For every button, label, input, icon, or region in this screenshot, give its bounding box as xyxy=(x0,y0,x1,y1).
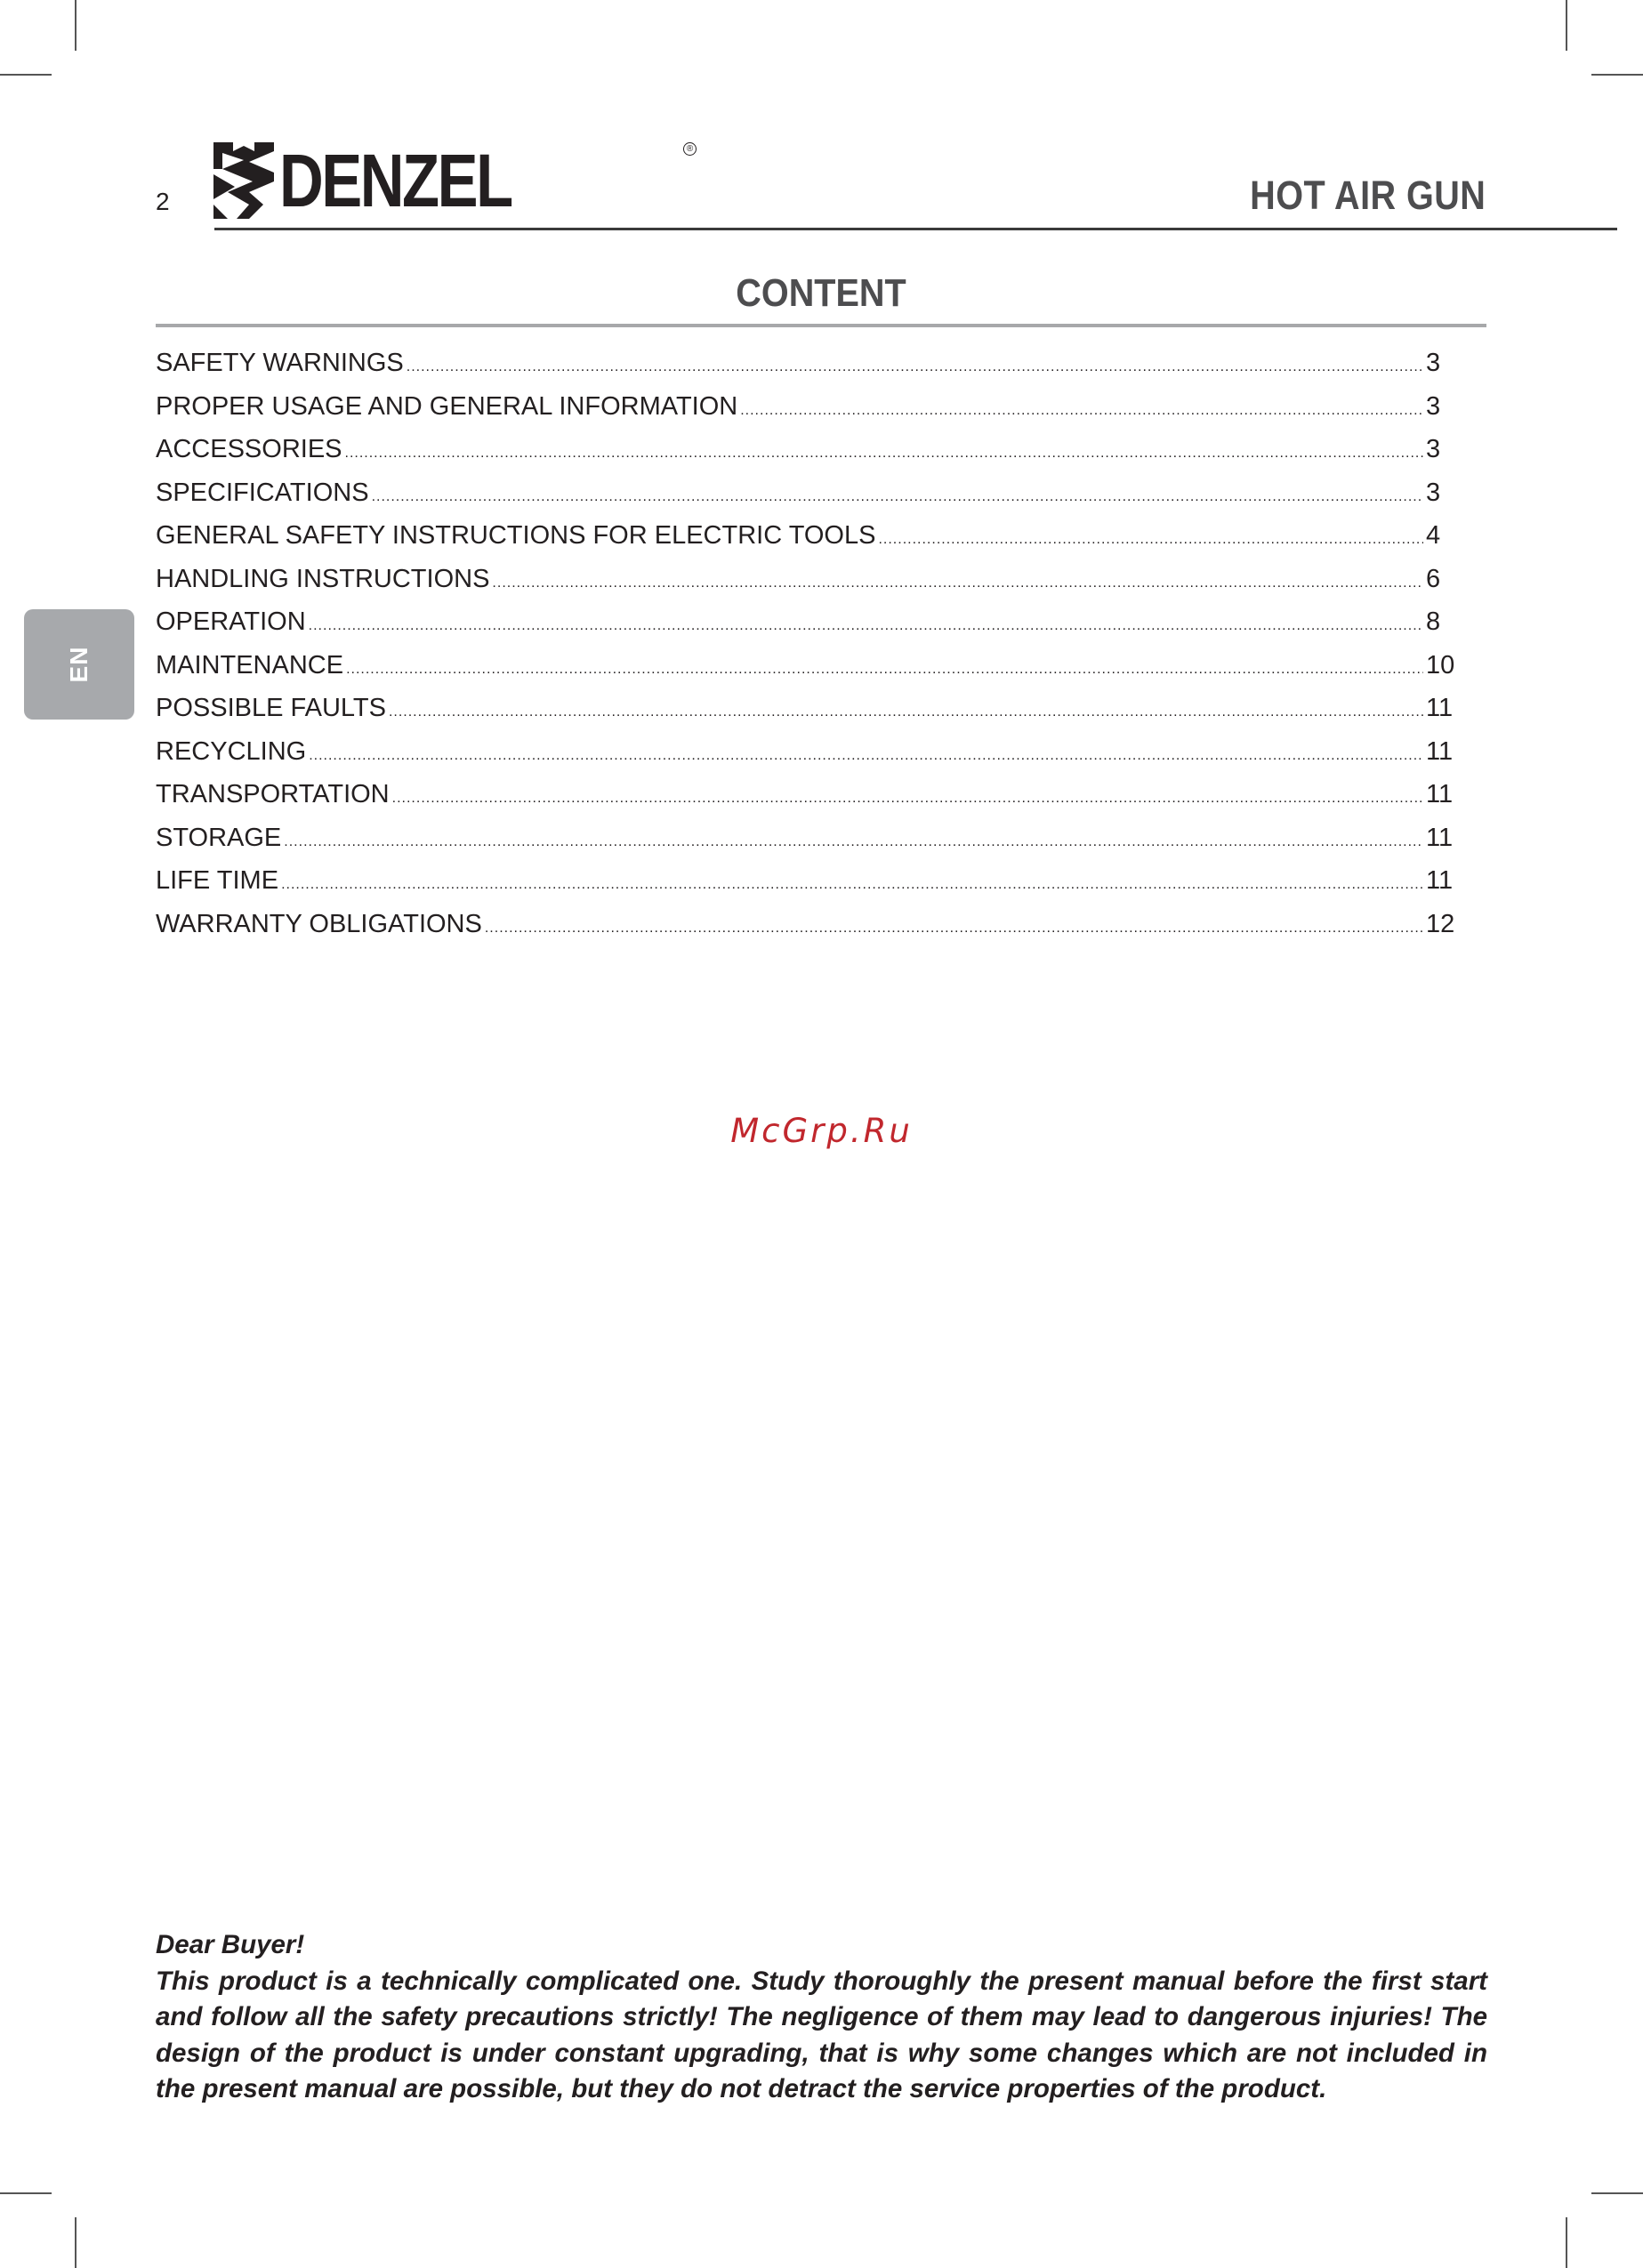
toc-item-page: 4 xyxy=(1426,521,1441,550)
heading-divider xyxy=(156,324,1486,327)
toc-item-label: LIFE TIME xyxy=(156,866,279,895)
toc-leader-dots xyxy=(389,691,1423,734)
toc-item-label: SPECIFICATIONS xyxy=(156,478,369,507)
crop-mark xyxy=(0,74,52,76)
crop-mark xyxy=(75,0,77,51)
toc-item-page: 11 xyxy=(1426,736,1454,766)
crop-mark xyxy=(1591,74,1643,76)
toc-item-label: ACCESSORIES xyxy=(156,435,342,463)
crop-mark xyxy=(1566,0,1567,51)
toc-item-label: TRANSPORTATION xyxy=(156,780,390,808)
toc-item[interactable] xyxy=(156,428,1456,471)
toc-item[interactable] xyxy=(156,644,1456,688)
brand-name: DENZEL xyxy=(279,139,511,222)
toc-item-label: PROPER USAGE AND GENERAL INFORMATION xyxy=(156,391,738,421)
toc-leader-dots xyxy=(407,346,1423,389)
toc-leader-dots xyxy=(878,519,1423,561)
toc-leader-dots xyxy=(309,605,1423,647)
toc-item-label: RECYCLING xyxy=(156,736,307,766)
content-heading: CONTENT xyxy=(736,271,906,315)
header-divider xyxy=(214,228,1617,230)
toc-item[interactable] xyxy=(156,687,1456,730)
toc-item-label: WARRANTY OBLIGATIONS xyxy=(156,909,482,938)
page-number: 2 xyxy=(156,188,170,215)
toc-item[interactable] xyxy=(156,558,1456,601)
language-tab[interactable] xyxy=(24,609,134,720)
toc-item-page: 11 xyxy=(1426,866,1454,895)
brand-logo xyxy=(213,139,694,222)
registered-mark: ® xyxy=(683,142,697,156)
buyer-note-greeting: Dear Buyer! xyxy=(156,1930,305,1959)
toc-leader-dots xyxy=(284,821,1423,864)
toc-item[interactable] xyxy=(156,903,1456,946)
toc-item-label: MAINTENANCE xyxy=(156,650,344,680)
crop-mark xyxy=(1591,2192,1643,2194)
language-tab-label: EN xyxy=(65,646,93,683)
toc-leader-dots xyxy=(346,648,1423,691)
toc-item[interactable] xyxy=(156,514,1456,558)
toc-leader-dots xyxy=(281,864,1423,906)
toc-item-label: OPERATION xyxy=(156,607,306,636)
toc-item-page: 10 xyxy=(1426,650,1455,680)
toc-leader-dots xyxy=(485,907,1423,950)
buyer-note-body: This product is a technically complicated one. Study thoroughly the present manual before the first start and follow all the safety precautions strictly! The negligence of them may lead to dangerous injuries! The design of the product is under constant upgrading, that is why some changes which are not included in the present manual are possible, but they do not detract the service properties of the product. xyxy=(156,1966,1487,2103)
toc-leader-dots xyxy=(309,735,1423,777)
watermark: McGrp.Ru xyxy=(730,1112,913,1150)
buyer-note xyxy=(156,1927,1487,2108)
toc-item-label: SAFETY WARNINGS xyxy=(156,349,404,377)
denzel-shield-icon xyxy=(213,142,274,219)
toc-item[interactable] xyxy=(156,600,1456,644)
toc-item-label: HANDLING INSTRUCTIONS xyxy=(156,564,490,593)
toc-item-label: POSSIBLE FAULTS xyxy=(156,694,386,722)
toc-item-page: 3 xyxy=(1426,391,1441,421)
toc-leader-dots xyxy=(392,777,1423,820)
toc-item[interactable] xyxy=(156,730,1456,774)
toc-item-label: STORAGE xyxy=(156,823,282,852)
toc-item-page: 11 xyxy=(1426,823,1454,852)
crop-mark xyxy=(75,2217,77,2268)
toc-leader-dots xyxy=(492,562,1423,605)
toc-item-page: 12 xyxy=(1426,909,1455,938)
toc-leader-dots xyxy=(372,476,1423,519)
toc-item[interactable] xyxy=(156,773,1456,816)
crop-mark xyxy=(1566,2217,1567,2268)
toc-item-page: 3 xyxy=(1426,349,1441,377)
toc-item[interactable] xyxy=(156,342,1456,385)
table-of-contents xyxy=(156,342,1456,945)
toc-item-page: 11 xyxy=(1426,694,1454,722)
toc-item-page: 8 xyxy=(1426,607,1441,636)
toc-item-page: 6 xyxy=(1426,564,1441,593)
toc-item-page: 3 xyxy=(1426,478,1441,507)
toc-leader-dots xyxy=(345,432,1424,475)
toc-item-label: GENERAL SAFETY INSTRUCTIONS FOR ELECTRIC TOOLS xyxy=(156,521,876,550)
toc-item-page: 3 xyxy=(1426,435,1441,463)
toc-item[interactable] xyxy=(156,859,1456,903)
toc-item[interactable] xyxy=(156,385,1456,429)
toc-item[interactable] xyxy=(156,471,1456,515)
toc-leader-dots xyxy=(740,390,1423,432)
toc-item[interactable] xyxy=(156,816,1456,860)
toc-item-page: 11 xyxy=(1426,780,1454,808)
document-title: HOT AIR GUN xyxy=(1249,173,1486,218)
crop-mark xyxy=(0,2192,52,2194)
